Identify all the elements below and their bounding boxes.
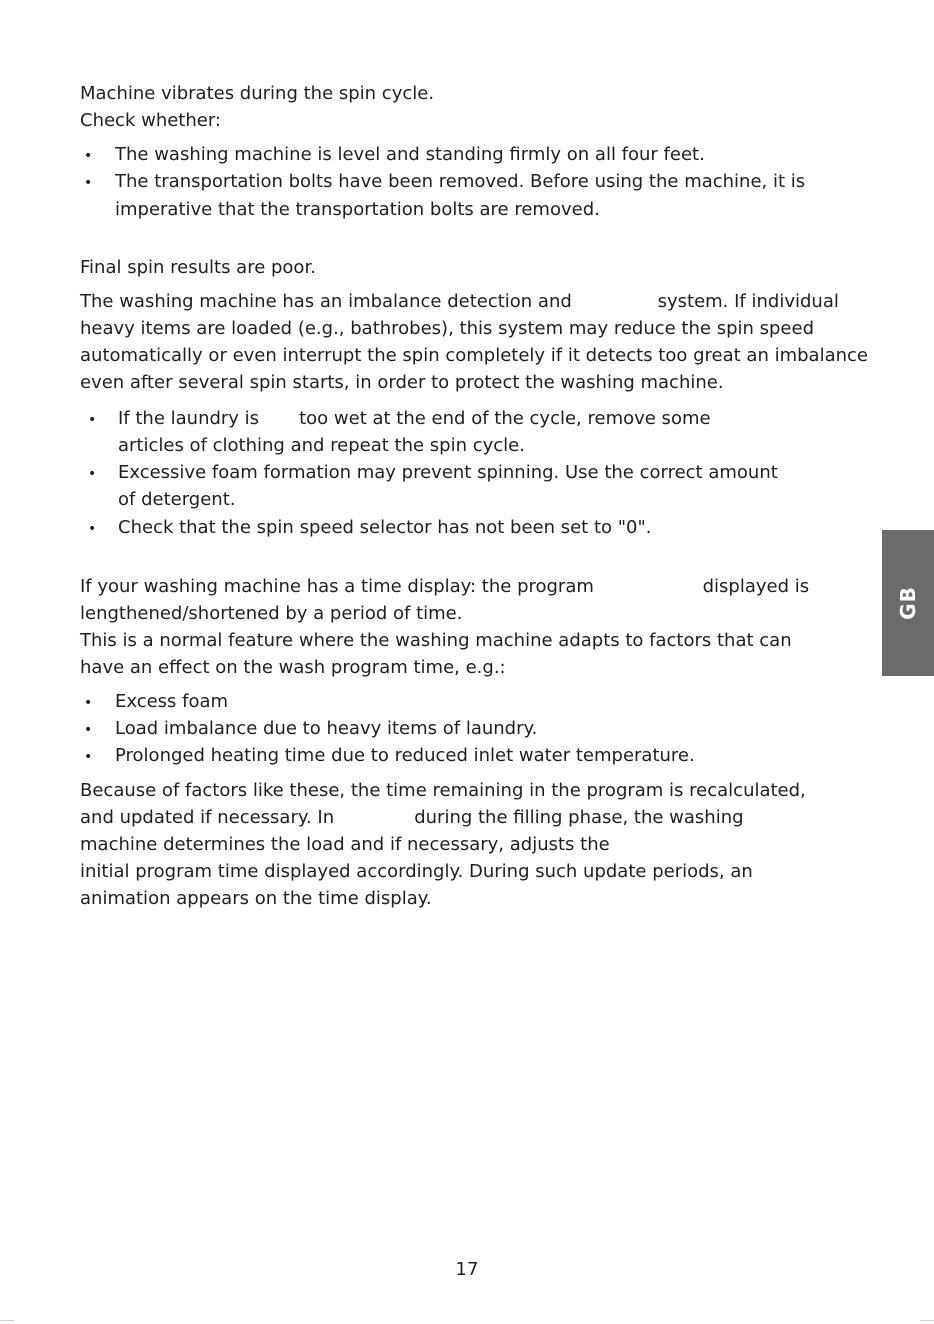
vibration-intro: Check whether: <box>80 110 221 131</box>
list-item: Load imbalance due to heavy items of laundry. <box>115 718 538 739</box>
spin-paragraph-line: even after several spin starts, in order to protect the washing machine. <box>80 372 724 393</box>
page-number: 17 <box>455 1259 479 1280</box>
spin-heading: Final spin results are poor. <box>80 257 316 278</box>
closing-paragraph-line: initial program time displayed accordingly. During such update periods, an <box>80 861 753 882</box>
bullet-marker: • <box>84 695 93 711</box>
spin-paragraph-line: automatically or even interrupt the spin completely if it detects too great an imbalance <box>80 345 868 366</box>
time-paragraph-line: have an effect on the wash program time, e.g.: <box>80 657 506 678</box>
spin-paragraph-line: heavy items are loaded (e.g., bathrobes), this system may reduce the spin speed <box>80 318 815 339</box>
list-item: Excessive foam formation may prevent spinning. Use the correct amount <box>118 462 778 483</box>
bullet-marker: • <box>84 148 93 164</box>
list-item: If the laundry is too wet at the end of the cycle, remove some <box>118 408 711 429</box>
list-item: Check that the spin speed selector has not been set to "0". <box>118 517 652 538</box>
list-item: The washing machine is level and standing firmly on all four feet. <box>115 144 705 165</box>
language-tab-label: GB <box>896 586 920 620</box>
bullet-marker: • <box>88 521 97 537</box>
crop-mark <box>0 1320 14 1321</box>
bullet-marker: • <box>88 412 97 428</box>
closing-paragraph-line: Because of factors like these, the time remaining in the program is recalculated, <box>80 780 806 801</box>
time-paragraph-line: This is a normal feature where the washing machine adapts to factors that can <box>80 630 792 651</box>
list-item: Excess foam <box>115 691 229 712</box>
list-item: The transportation bolts have been removed. Before using the machine, it is <box>115 171 806 192</box>
list-item: Prolonged heating time due to reduced inlet water temperature. <box>115 745 695 766</box>
spin-paragraph-line: The washing machine has an imbalance detection and system. If individual <box>80 291 839 312</box>
crop-mark <box>920 1320 934 1321</box>
list-item-continuation: imperative that the transportation bolts are removed. <box>115 199 600 220</box>
list-item-continuation: of detergent. <box>118 489 236 510</box>
time-paragraph-line: If your washing machine has a time display: the program displayed is <box>80 576 810 597</box>
closing-paragraph-line: and updated if necessary. In during the filling phase, the washing <box>80 807 744 828</box>
vibration-heading: Machine vibrates during the spin cycle. <box>80 83 435 104</box>
list-item-continuation: articles of clothing and repeat the spin cycle. <box>118 435 525 456</box>
bullet-marker: • <box>88 466 97 482</box>
closing-paragraph-line: animation appears on the time display. <box>80 888 432 909</box>
bullet-marker: • <box>84 749 93 765</box>
time-paragraph-line: lengthened/shortened by a period of time. <box>80 603 463 624</box>
closing-paragraph-line: machine determines the load and if necessary, adjusts the <box>80 834 610 855</box>
bullet-marker: • <box>84 722 93 738</box>
bullet-marker: • <box>84 175 93 191</box>
language-tab <box>882 530 934 676</box>
